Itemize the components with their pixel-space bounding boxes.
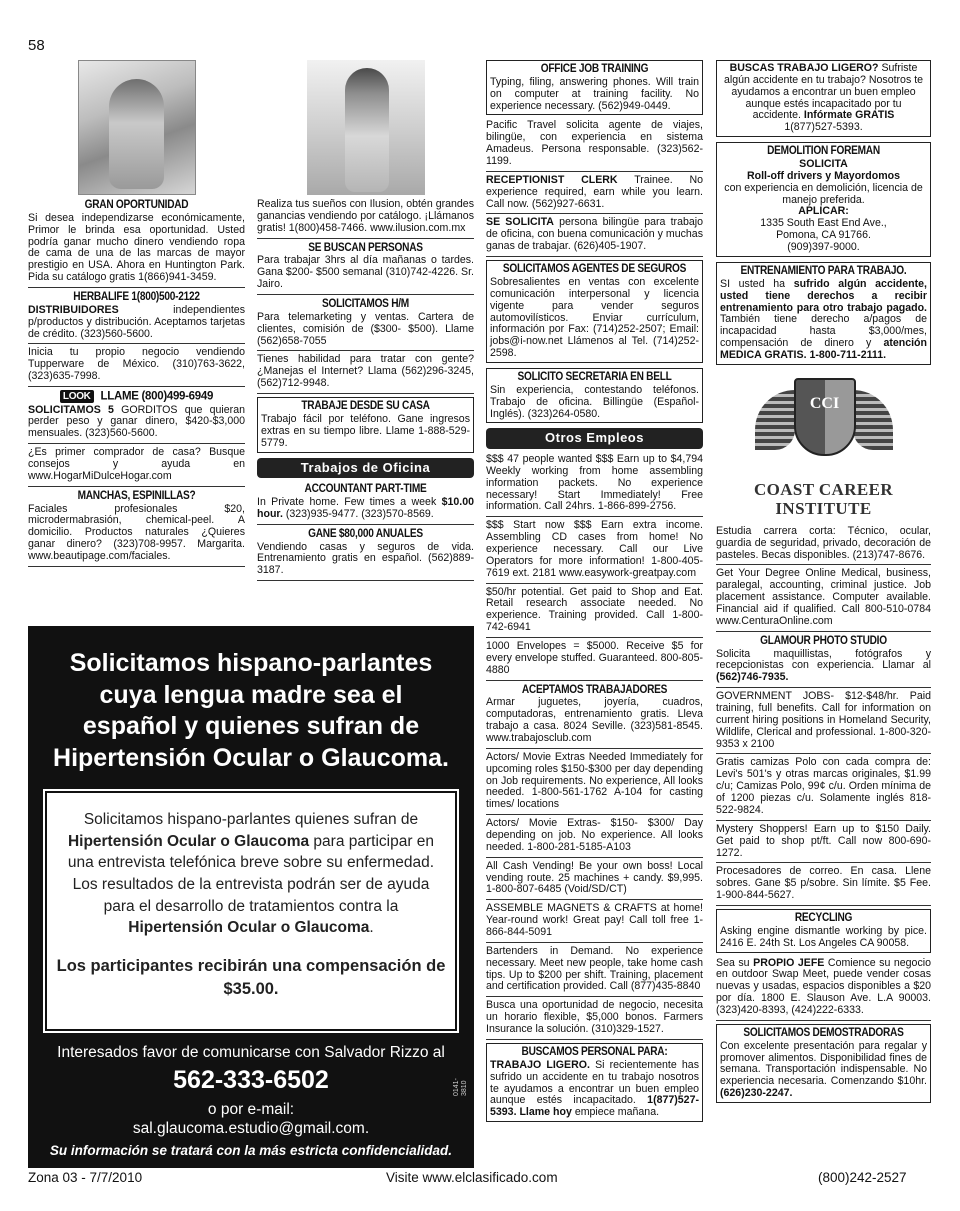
ad-address-2: Pomona, CA 91766. — [776, 229, 871, 242]
ad-body: Trainee. No experience required, earn while you learn. Call now. (562)927-6631. — [486, 173, 703, 210]
ad-pacific-travel: Pacific Travel solicita agente de viajes, bilingüe, con experiencia en sistema Amadeus. Persona responsable. (323)562-1199. — [486, 120, 703, 171]
ad-body: Sea su — [716, 956, 750, 969]
ad-receptionist — [486, 175, 703, 215]
ad-bold: sufrido algún accidente, usted tiene derechos a recibir entrenamiento para otro trabajo pagado. — [720, 277, 927, 314]
ad-title: HERBALIFE 1(800)500-2122 — [73, 291, 200, 304]
ad-polo: Gratis camizas Polo con cada compra de: Levi's 501's y otras marcas originales, $1.99 c/u; Camizas Polo, 99¢ c/u. Orden mínima de of 1200 piezas c/u. Solamente inglés 818-522-9824. — [716, 757, 931, 820]
ad-body: Solicita maquillistas, fotógrafos y recepcionistas con experiencia. Llamar al — [716, 647, 931, 672]
ad-title: TRABAJE DESDE SU CASA — [301, 400, 430, 413]
headline-line: Solicitamos hispano-parlantes — [69, 649, 433, 677]
ad-roles: Roll-off drivers y Mayordomos — [746, 169, 901, 182]
ad-body: Sufriste algún accidente en tu trabajo? Nosotros te ayudamos a encontrar un buen empleo aunque estés incapacitado por tu accidente. — [723, 62, 924, 122]
ad-bold: PROPIO JEFE — [753, 956, 825, 969]
ad-tupperware: Inicia tu propio negocio vendiendo Tupperware de México. (310)763-3622, (323)635-7998. — [28, 347, 245, 387]
ad-phone: (626)230-2247. — [720, 1087, 793, 1100]
column-1 — [28, 60, 245, 570]
ad-body: Si recientemente has sufrido un accidente en tu trabajo nosotros te ayudamos a encontrar un buen empleo aunque estés incapacitado. — [490, 1058, 699, 1107]
body-bold: Hipertensión Ocular o Glaucoma — [128, 919, 370, 937]
ad-movie-extras-2: Actors/ Movie Extras- $150- $300/ Day depending on job. No experience. All looks needed. 1-800-281-5185-A103 — [486, 818, 703, 858]
ad-title: OFFICE JOB TRAINING — [540, 63, 649, 75]
contact-text: Interesados favor de comunicarse con Salvador Rizzo al — [57, 1044, 445, 1061]
compensation-text: Los participantes recibirán una compensación de $35.00. — [56, 957, 446, 999]
ad-title: DEMOLITION FOREMAN — [767, 145, 880, 158]
ilusion-model-photo — [307, 60, 425, 195]
ad-farmers: Busca una oportunidad de negocio, necesita un horario flexible, $5,000 bonos. Farmers Insurance la solución. (310)329-1527. — [486, 1000, 703, 1040]
ad-aceptamos — [486, 684, 703, 749]
ad-body: También tiene derecho a/pagos de incapacidad hasta $3,000/mes, compensación de dinero y — [720, 313, 927, 350]
ad-title: SOLICITAMOS DEMOSTRADORAS — [743, 1026, 904, 1039]
ad-phone: (323)935-9477. (323)570-8569. — [285, 507, 434, 520]
ad-body: Trabajo fácil por teléfono. Gane ingresos extras en su tiempo libre. Llame 1-888-529-5779. — [261, 412, 470, 449]
ad-tail: empiece mañana. — [574, 1106, 660, 1119]
ad-se-solicita — [486, 217, 703, 257]
ad-secretaria-bell — [486, 368, 703, 423]
ad-herbalife — [28, 291, 245, 344]
body-text: para participar en una entrevista telefónica breve sobre su enfermedad. Los resultados de la entrevista podrán ser de ayuda para el desarrollo de tratamientos contra la — [67, 832, 435, 915]
ad-trabajo-ligero — [716, 60, 931, 137]
ad-lead: BUSCAS TRABAJO LIGERO? — [729, 62, 879, 74]
ad-body: Comience su negocio en outdoor Swap Meet, puede vender cosas nuevas y usadas, espacios disponibles a $20 por día. 1800 E. Slauson Ave. L.A 90003. (323)420-8393, (424)222-6333. — [716, 956, 931, 1016]
ad-body: Vendiendo casas y seguros de vida. Entrenamiento gratis en español. (562)889-3187. — [257, 540, 474, 577]
ad-body: SI usted ha — [720, 277, 786, 290]
ad-people-wanted: $$$ 47 people wanted $$$ Earn up to $4,794 Weekly working from home assembling information packets. No experience necessary! Start Immediately! Free information. Call 24hrs. 1-866-899-2756. — [486, 454, 703, 517]
ad-lead: SE SOLICITA — [486, 216, 554, 229]
ad-ilusion: Realiza tus sueños con Ilusion, obtén grandes ganancias vendiendo por catálogo. ¡Llámanos gratis! 1(800)458-7466. www.ilusion.com.mx — [257, 199, 474, 239]
ad-address-1: 1335 South East End Ave., — [760, 217, 887, 230]
ad-phone: (562)746-7935. — [716, 671, 789, 684]
body-text: . — [369, 919, 374, 937]
ad-government-jobs: GOVERNMENT JOBS- $12-$48/hr. Paid training, full benefits. Call for information on current hiring positions in Homeland Security, Wildlife, Clerical and professional. 1-800-320-9353 x 2100 — [716, 691, 931, 754]
ad-start-now: $$$ Start now $$$ Earn extra income. Assembling CD cases from home! No experience necessary. Call our Live Operators for more information! 1-800-405-7619 ext. 2181 www.easywork-greatpay.com — [486, 520, 703, 583]
ad-body: Si desea independizarse económicamente, Primor le brinda esa oportunidad. Usted podría ganar mucho dinero vendiendo ropa de cama de una de las marcas de mayor prestigio en USA. Ahora en Huntington Park. Pida su catálogo gratis 1(866)941-3459. — [28, 211, 245, 284]
ad-body: Con excelente presentación para regalar y promover alimentos. Disponibilidad fines de semana. Transportación indispensable. No experiencia necesaria. Comenzando $10hr. — [720, 1039, 927, 1088]
crest-shield — [794, 378, 856, 456]
ad-envelopes: 1000 Envelopes = $5000. Receive $5 for every envelope stuffed. Guaranteed. 800-805-4880 — [486, 641, 703, 681]
big-ad-headline — [28, 648, 474, 774]
footer-phone: (800)242-2527 — [818, 1170, 907, 1185]
ad-body: independientes p/productos y distribución. Aceptamos tarjetas de crédito. (323)560-5600. — [28, 303, 245, 340]
ad-assemble-magnets: ASSEMBLE MAGNETS & CRAFTS at home! Year-round work! Great pay! Call toll free 1-866-844-5091 — [486, 903, 703, 943]
ad-shop-and-eat: $50/hr potential. Get paid to Shop and Eat. Retail research associate needed. No experience. Training provided. Call 1-800-742-6941 — [486, 587, 703, 638]
ad-office-job-training — [486, 60, 703, 115]
headline-line: Hipertensión Ocular o Glaucoma. — [53, 743, 449, 772]
ad-gane — [257, 528, 474, 581]
column-3 — [486, 60, 703, 1127]
ad-title: SE BUSCAN PERSONAS — [308, 241, 423, 254]
ad-trabaje-desde-casa — [257, 397, 474, 452]
ad-se-buscan-personas — [257, 242, 474, 295]
ad-body: Faciales profesionales $20, microdermabrasión, chemical-peel. A domicilio. Productos naturales ¿Quieres ganar dinero? (323)708-9957. Margarita. www.beautipage.com/faciales. — [28, 502, 245, 563]
ad-body: persona bilingüe para trabajo de oficina, con buena comunicación y muchas ganas de trabajar. (626)405-1907. — [486, 216, 703, 253]
confidential-note: Su información se tratará con la más estricta confidencialidad. — [49, 1143, 453, 1158]
ad-llame — [28, 390, 245, 444]
glaucoma-study-ad — [28, 626, 474, 1168]
ad-entrenamiento — [716, 262, 931, 365]
footer-zone-date: Zona 03 - 7/7/2010 — [28, 1170, 143, 1185]
crest-wing-left — [755, 390, 795, 450]
ad-manchas — [28, 490, 245, 567]
section-bar-oficina: Trabajos de Oficina — [257, 458, 474, 479]
ad-degree-online: Get Your Degree Online Medical, business, paralegal, accounting, criminal justice. Job placement assistance. Computer available. Financial aid if qualified. Call 800-510-0784 www.CenturaOnline.com — [716, 568, 931, 631]
ad-title: MANCHAS, ESPINILLAS? — [77, 489, 196, 502]
ad-body: Sin experiencia, contestando teléfonos. Trabajo de oficina. Billingüe (Español-Inglés). (323)264-0580. — [490, 383, 699, 420]
column-2 — [257, 60, 474, 584]
ad-body: GORDITOS que quieran perder peso y ganar dinero, $420-$3,000 mensuales. (323)560-5600. — [28, 403, 245, 440]
ad-lead: TRABAJO LIGERO. — [490, 1058, 590, 1071]
section-bar-otros-empleos: Otros Empleos — [486, 428, 703, 449]
ad-bold: Infórmate GRATIS — [803, 109, 895, 122]
ad-body: Para trabajar 3hrs al día mañanas o tardes. Gana $200- $500 semanal (310)742-4226. Sr. Jairo. — [257, 254, 474, 291]
ad-title: ENTRENAMIENTO PARA TRABAJO. — [740, 264, 907, 277]
ad-lead: SOLICITAMOS 5 — [28, 403, 114, 416]
ad-bold: atención MEDICA GRATIS. 1-800-711-2111. — [720, 337, 927, 361]
crest-wing-right — [853, 390, 893, 450]
model-figure — [109, 79, 164, 189]
ad-casa: ¿Es primer comprador de casa? Busque consejos y ayuda en www.HogarMiDulceHogar.com — [28, 447, 245, 487]
ad-phone: 1(877)527-5393. Llame hoy — [490, 1094, 699, 1119]
ad-recycling — [716, 909, 931, 953]
ad-gran-oportunidad — [28, 199, 245, 288]
ad-title: GLAMOUR PHOTO STUDIO — [760, 634, 887, 647]
ad-body: Sobresalientes en ventas con excelente comunicación interpersonal y licencia vigente para vender seguros automovilísticos. Enviar currículum, información por Fax: (714)252-2507; Email: jobs@i-now.net Llámenos al Tel. (714)252-2598. — [490, 275, 699, 360]
look-logo: LOOK — [60, 390, 94, 403]
ad-phone: (909)397-9000. — [787, 241, 860, 254]
footer-website: Visite www.elclasificado.com — [386, 1170, 558, 1185]
ad-title: LLAME (800)499-6949 — [100, 390, 214, 403]
ad-title: SOLICITO SECRETARIA EN BELL — [517, 370, 672, 383]
big-ad-body-box — [45, 791, 457, 1031]
headline-line: español y quienes sufran de — [82, 712, 420, 740]
body-text: Solicitamos hispano-parlantes quienes sufran de — [83, 811, 419, 828]
ad-body: con experiencia en demolición, licencia de manejo preferida. — [724, 181, 923, 206]
ad-bartenders: Bartenders in Demand. No experience necessary. Meet new people, take home cash tips. Up to $200 per shift. Training, placement and certification provided. Call (877)435-8840 — [486, 946, 703, 997]
ad-lead: RECEPTIONIST CLERK — [486, 173, 618, 186]
coast-career-crest-logo — [749, 370, 899, 480]
ad-title: SOLICITAMOS H/M — [322, 298, 409, 311]
contact-phone: 562-333-6502 — [173, 1066, 329, 1094]
ad-lead: DISTRIBUIDORES — [28, 303, 119, 316]
page-number: 58 — [28, 37, 45, 54]
column-4 — [716, 60, 931, 1108]
primor-catalog-photo — [78, 60, 196, 195]
ad-aplicar: APLICAR: — [798, 205, 849, 218]
headline-line: cuya lengua madre sea el — [99, 680, 403, 709]
ad-demolition-foreman — [716, 142, 931, 257]
body-bold: Hipertensión Ocular o Glaucoma — [67, 832, 310, 850]
ad-title: ACEPTAMOS TRABAJADORES — [521, 683, 668, 696]
crest-initials: CCI — [809, 394, 840, 412]
big-ad-body — [47, 793, 455, 939]
ad-body: Asking engine dismantle working by pice. 2416 E. 24th St. Los Angeles CA 90058. — [720, 924, 927, 949]
ad-solicita: SOLICITA — [799, 158, 848, 171]
ad-title-row — [28, 390, 245, 404]
ad-correo: Procesadores de correo. En casa. Llene sobres. Gane $5 p/sobre. Sin límite. $5 Fee. 1-900-844-5627. — [716, 866, 931, 906]
ad-coast-career: Estudia carrera corta: Técnico, ocular, guardia de seguridad, privado, decoración de pasteles. Becas disponibles. (213)747-8676. — [716, 526, 931, 566]
ad-demostradoras — [716, 1024, 931, 1103]
ad-internet: Tienes habilidad para tratar con gente? ¿Manejas el Internet? Llama (562)296-3245, (562)712-9948. — [257, 354, 474, 394]
ad-body: Typing, filing, answering phones. Will train on computer at training facility. No experience necessary. (562)949-0449. — [490, 75, 699, 112]
or-email-label: o por e-mail: — [207, 1101, 295, 1118]
contact-email: sal.glaucoma.estudio@gmail.com. — [132, 1120, 370, 1137]
ad-accountant — [257, 483, 474, 525]
ad-pay: $10.00 hour. — [257, 495, 474, 520]
ad-title: SOLICITAMOS AGENTES DE SEGUROS — [502, 263, 687, 276]
ad-buscamos-personal — [486, 1043, 703, 1122]
ad-title: RECYCLING — [794, 911, 853, 924]
ad-agentes-seguros — [486, 260, 703, 363]
ad-title: GRAN OPORTUNIDAD — [84, 199, 189, 211]
ad-mystery-shoppers: Mystery Shoppers! Earn up to $150 Daily. Get paid to shop pt/ft. Call now 800-690-1272. — [716, 824, 931, 864]
ad-body: Para telemarketing y ventas. Cartera de clientes, comisión de ($300- $500). Llame (562)658-7055 — [257, 310, 474, 347]
ad-solicitamos-hm — [257, 298, 474, 351]
ad-phone: 1(877)527-5393. — [784, 121, 863, 134]
ad-title: ACCOUNTANT PART-TIME — [304, 483, 427, 496]
coast-career-name: COAST CAREER INSTITUTE — [753, 479, 894, 518]
ad-cash-vending: All Cash Vending! Be your own boss! Local vending route. 25 machines + candy. $9,995. 1-800-807-6485 (Void/SD/CT) — [486, 861, 703, 901]
ad-body: Armar juguetes, joyería, cuadros, computadoras, entrenamiento gratis. Lleva trabajo a casa. 8024 Seville. (323)581-8545. www.trabajosclub.com — [486, 696, 703, 744]
ad-title: BUSCAMOS PERSONAL PARA: — [521, 1045, 668, 1058]
ad-body: In Private home. Few times a week — [257, 495, 437, 508]
model-figure — [345, 68, 389, 192]
ad-code: 0141-3810 — [453, 1078, 468, 1096]
ad-movie-extras-1: Actors/ Movie Extras Needed Immediately for upcoming roles $150-$300 per day depending on Job requirements. No experience, All looks needed. 1-800-561-1762 A-104 for casting times/ locations — [486, 752, 703, 815]
ad-glamour-photo — [716, 635, 931, 688]
ad-propio-jefe — [716, 958, 931, 1021]
ad-title: GANE $80,000 ANUALES — [308, 527, 423, 540]
